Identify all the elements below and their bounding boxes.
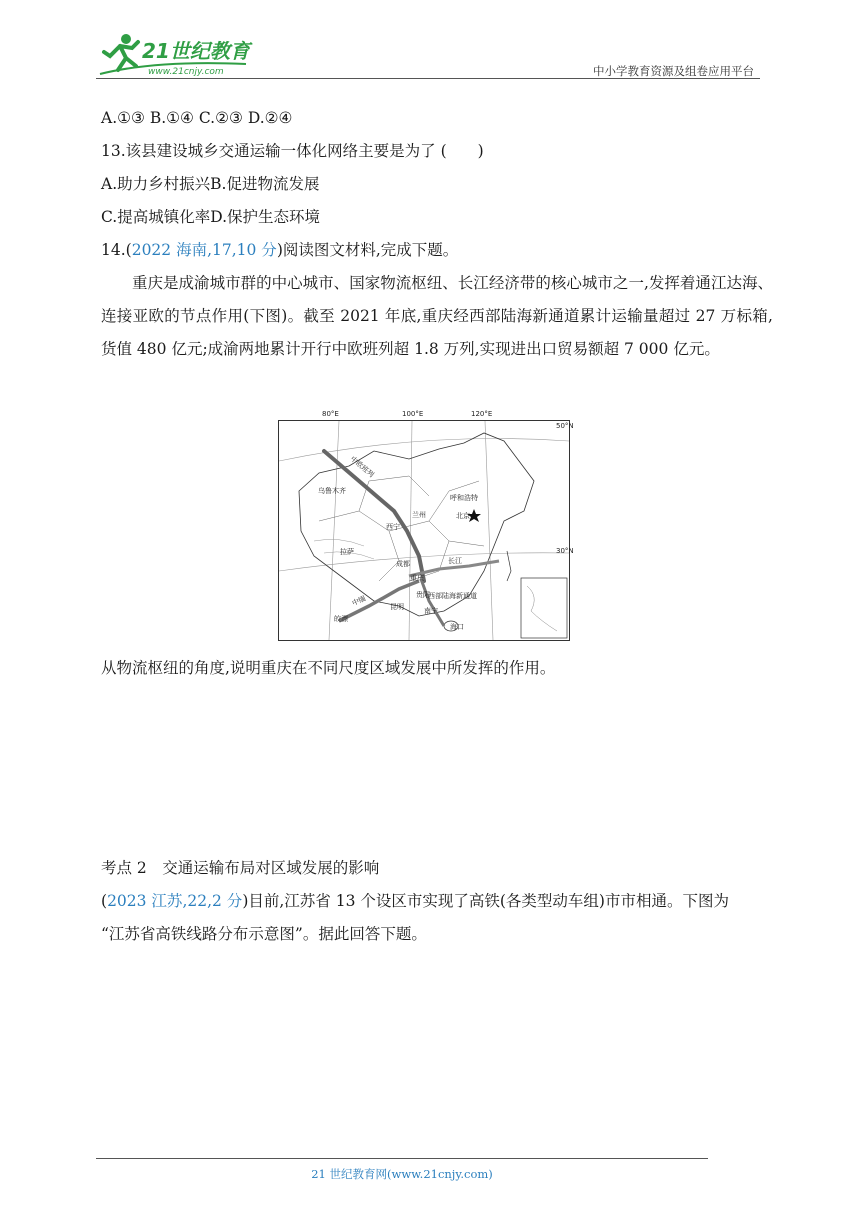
logistics-map <box>278 410 574 642</box>
city-guiyang: 贵阳 <box>416 591 430 599</box>
lon-label-100: 100°E <box>402 410 424 418</box>
svg-text:21世纪教育: 21世纪教育 <box>142 39 250 63</box>
footer-divider <box>96 1158 708 1159</box>
section-2-intro <box>101 885 773 918</box>
route-label-west-land-sea: 西部陆海新通道 <box>428 592 477 600</box>
page-header <box>96 30 760 82</box>
city-lhasa: 拉萨 <box>340 548 354 556</box>
q12-options: A.①③ B.①④ C.②③ D.②④ <box>101 109 293 127</box>
section-2 <box>101 852 773 951</box>
document-body <box>101 102 773 366</box>
q13-stem: 13.该县建设城乡交通运输一体化网络主要是为了 ( ) <box>101 142 484 160</box>
city-xining: 西宁 <box>386 523 400 531</box>
city-urumqi: 乌鲁木齐 <box>318 487 346 495</box>
header-divider <box>96 78 760 79</box>
section-2-title: 考点 2 交通运输布局对区域发展的影响 <box>101 859 380 877</box>
route-label-china-europe: 中欧班列 <box>348 454 376 480</box>
footer-link[interactable]: 21 世纪教育网(www.21cnjy.com) <box>311 1167 493 1181</box>
q13-options-row2: C.提高城镇化率D.保护生态环境 <box>101 208 321 226</box>
site-logo <box>96 30 266 80</box>
section-2-intro-2: “江苏省高铁线路分布示意图”。据此回答下题。 <box>101 925 427 943</box>
q14-question: 从物流枢纽的角度,说明重庆在不同尺度区域发展中所发挥的作用。 <box>101 659 556 677</box>
q14-paragraph: 重庆是成渝城市群的中心城市、国家物流枢纽、长江经济带的核心城市之一,发挥着通江达海、连接亚欧的节点作用(下图)。截至 2021 年底,重庆经西部陆海新通道累计运输量超过 27 万标箱,货值 480 亿元;成渝两地累计开行中欧班列超 1.8 万列,实现进出口贸易额超 7 000 亿元。 <box>101 274 773 358</box>
city-beijing: 北京 <box>456 512 470 520</box>
platform-name: 中小学教育资源及组卷应用平台 <box>593 64 754 78</box>
lon-label-120: 120°E <box>471 410 493 418</box>
lon-label-80: 80°E <box>322 410 339 418</box>
q14-source-tail: ,17,10 分 <box>207 241 277 259</box>
route-label-yangtze: 长江 <box>448 557 462 565</box>
city-kyaukphyu: 皎漂 <box>334 615 348 623</box>
lat-label-50: 50°N <box>556 422 574 430</box>
q14-question-block <box>101 652 773 685</box>
q14-lead: 14.( <box>101 241 132 259</box>
city-chengdu: 成都 <box>396 560 410 568</box>
intro-text: )目前,江苏省 13 个设区市实现了高铁(各类型动车组)市市相通。下图为 <box>242 892 729 910</box>
lat-label-30: 30°N <box>556 547 574 555</box>
city-nanning: 南宁 <box>424 607 438 615</box>
q13-options-row1: A.助力乡村振兴B.促进物流发展 <box>101 175 320 193</box>
city-hohhot: 呼和浩特 <box>450 494 478 502</box>
q14-title <box>101 234 773 267</box>
city-lanzhou: 兰州 <box>412 511 426 519</box>
q14-source: 2022 海南 <box>131 241 208 259</box>
city-chongqing: 重庆 <box>410 574 424 582</box>
svg-text:www.21cnjy.com: www.21cnjy.com <box>148 67 224 77</box>
city-kunming: 昆明 <box>390 603 404 611</box>
route-label-china-myanmar: 中缅 <box>350 594 368 608</box>
intro-lead: ( <box>101 892 108 910</box>
q14-title-tail: )阅读图文材料,完成下题。 <box>276 241 459 259</box>
city-haikou: 海口 <box>450 623 464 631</box>
intro-source-tail: ,22,2 分 <box>182 892 243 910</box>
intro-source: 2023 江苏 <box>107 892 183 910</box>
